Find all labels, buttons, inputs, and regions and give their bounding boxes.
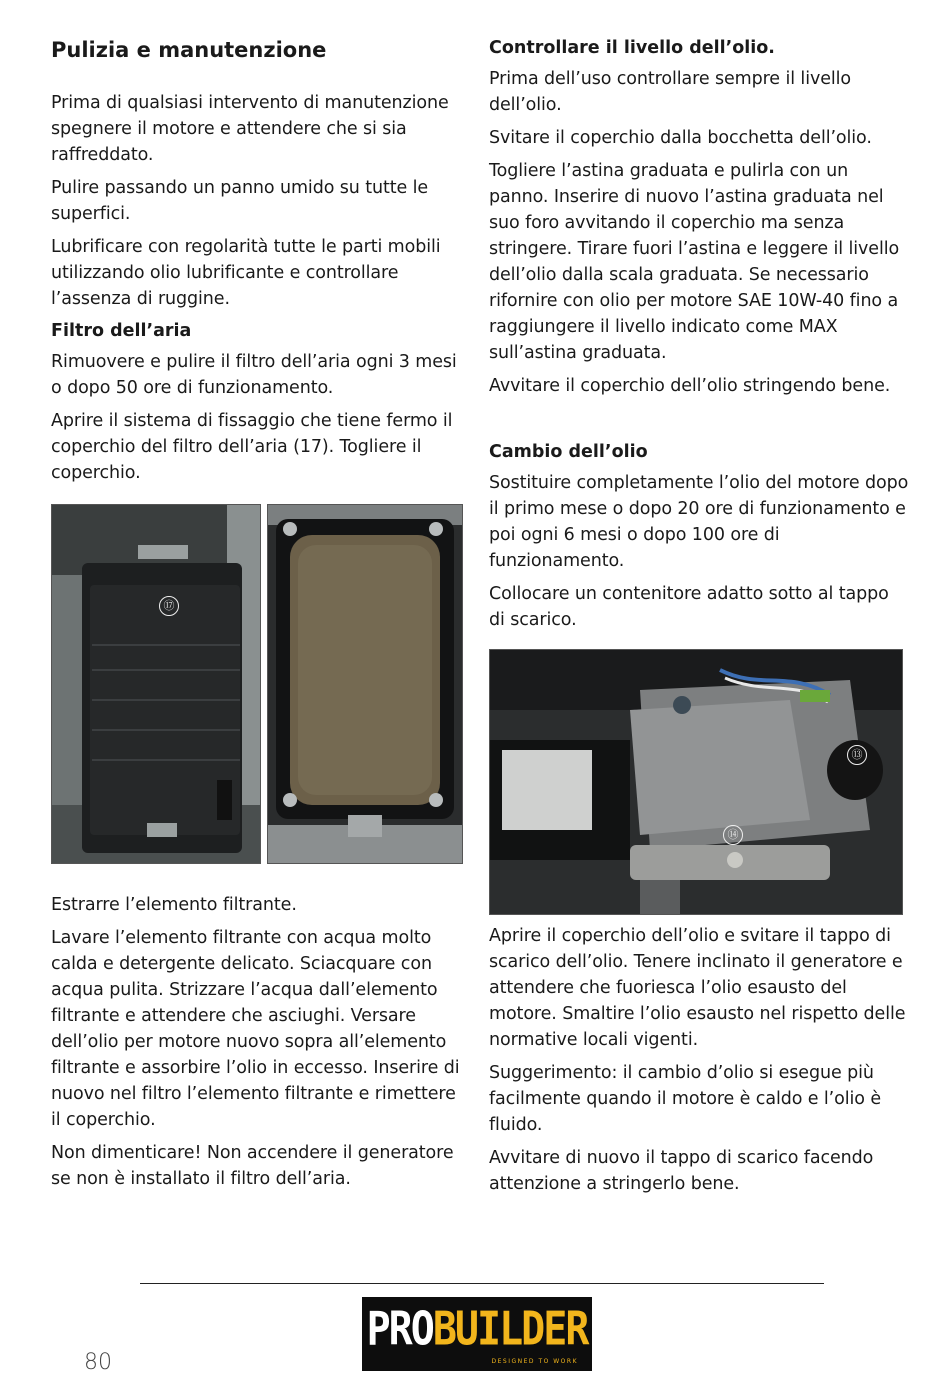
paragraph: Lubrificare con regolarità tutte le parti mobili utilizzando olio lubrificante e controllare l’assenza di ruggine. [51, 237, 441, 309]
paragraph: Estrarre l’elemento filtrante. [51, 895, 297, 915]
oil-drain-photo [489, 649, 903, 915]
air-filter-heading: Filtro dell’aria [51, 321, 192, 341]
paragraph: Togliere l’astina graduata e pulirla con un panno. Inserire di nuovo l’astina graduata nel suo foro avvitando il coperchio ma senza stringere. Tirare fuori l’astina e leggere il livello dell’olio dalla scala graduata. Se necessario rifornire con olio per motore SAE 10W-40 fino a raggiungere il livello indicato come MAX sull’astina graduata. [489, 161, 900, 363]
paragraph: Svitare il coperchio dalla bocchetta dell’olio. [489, 128, 872, 148]
paragraph: Prima di qualsiasi intervento di manutenzione spegnere il motore e attendere che si sia raffreddato. [51, 93, 449, 165]
paragraph: Aprire il sistema di fissaggio che tiene fermo il coperchio del filtro dell’aria (17). Togliere il coperchio. [51, 411, 453, 483]
callout-14: ⑭ [723, 825, 743, 845]
paragraph: Collocare un contenitore adatto sotto al tappo di scarico. [489, 584, 889, 630]
callout-17: ⑰ [159, 596, 179, 616]
logo-tagline: DESIGNED TO WORK [491, 1358, 578, 1365]
right-column [489, 36, 909, 1204]
paragraph: Avvitare di nuovo il tappo di scarico facendo attenzione a stringerlo bene. [489, 1148, 874, 1194]
paragraph: Aprire il coperchio dell’olio e svitare il tappo di scarico dell’olio. Tenere inclinato il generatore e attendere che fuoriesca l’olio esausto del motore. Smaltire l’olio esausto nel rispetto delle normative locali vigenti. [489, 926, 906, 1050]
air-filter-element-photo [267, 504, 463, 864]
paragraph: Sostituire completamente l’olio del motore dopo il primo mese o dopo 20 ore di funzionamento e poi ogni 6 mesi o dopo 100 ore di funzionamento. [489, 473, 909, 571]
footer-divider [140, 1283, 824, 1284]
left-column [51, 36, 466, 1199]
section-title: Pulizia e manutenzione [51, 38, 327, 62]
oil-change-heading: Cambio dell’olio [489, 442, 648, 462]
paragraph: Avvitare il coperchio dell’olio stringendo bene. [489, 376, 891, 396]
logo-wordmark: PROBUILDER [366, 1303, 588, 1356]
paragraph: Lavare l’elemento filtrante con acqua molto calda e detergente delicato. Sciacquare con acqua pulita. Strizzare l’acqua dall’elemento filtrante e attendere che asciughi. Versare dell’olio per motore nuovo sopra all’elemento filtrante e assorbire l’olio in eccesso. Inserire di nuovo nel filtro l’elemento filtrante e rimettere il coperchio. [51, 928, 460, 1130]
paragraph: Pulire passando un panno umido su tutte le superfici. [51, 178, 429, 224]
paragraph: Suggerimento: il cambio d’olio si esegue più facilmente quando il motore è caldo e l’olio è fluido. [489, 1063, 882, 1135]
air-filter-cover-photo [51, 504, 261, 864]
paragraph: Prima dell’uso controllare sempre il livello dell’olio. [489, 69, 852, 115]
air-filter-photos [51, 504, 466, 864]
probuilder-logo [362, 1297, 592, 1371]
oil-level-heading: Controllare il livello dell’olio. [489, 38, 775, 58]
paragraph: Non dimenticare! Non accendere il generatore se non è installato il filtro dell’aria. [51, 1143, 454, 1189]
paragraph: Rimuovere e pulire il filtro dell’aria ogni 3 mesi o dopo 50 ore di funzionamento. [51, 352, 457, 398]
callout-13: ⑬ [847, 745, 867, 765]
page-number: 80 [84, 1350, 112, 1375]
